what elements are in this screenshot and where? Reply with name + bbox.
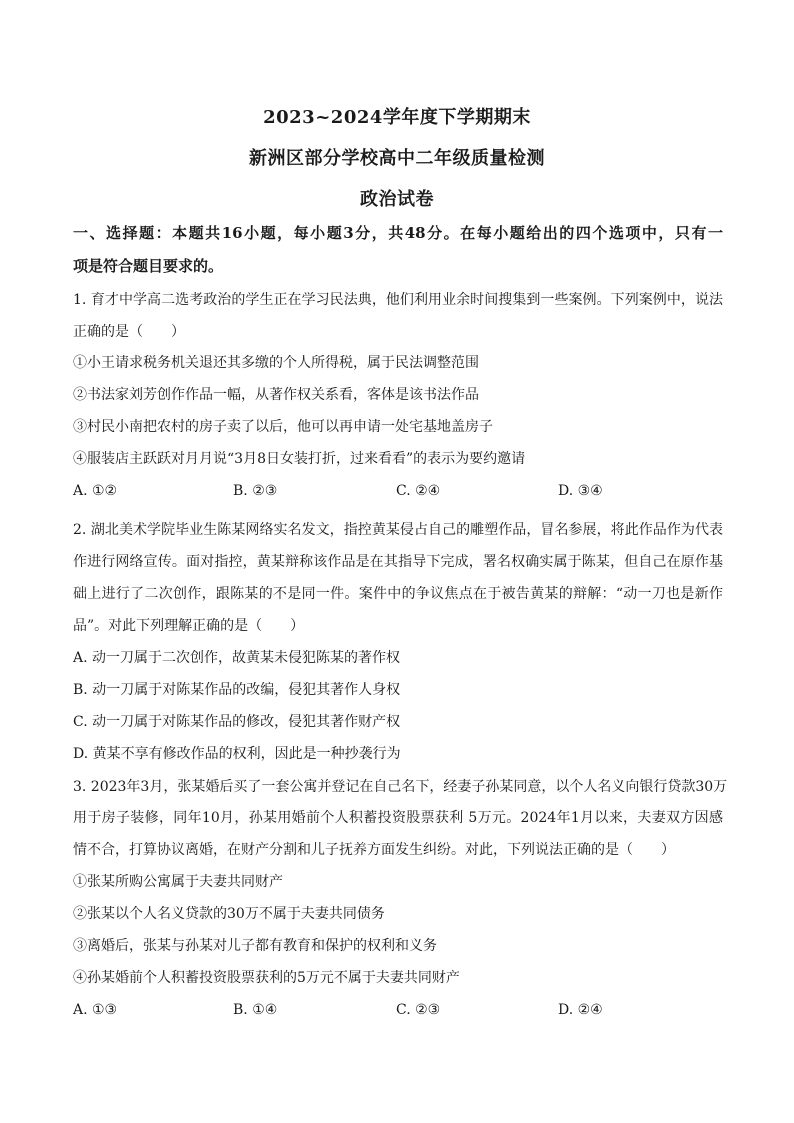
question-2-option-c: C. 动一刀属于对陈某作品的修改，侵犯其著作财产权 (73, 714, 401, 730)
question-2-option-d: D. 黄某不享有修改作品的权利，因此是一种抄袭行为 (73, 746, 401, 762)
exam-title-subject: 政治试卷 (360, 189, 434, 210)
question-3-statement-4: ④孙某婚前个人积蓄投资股票获利的5万元不属于夫妻共同财产 (73, 970, 460, 986)
question-1-option-b: B. ②③ (233, 483, 278, 499)
question-1-stem: 1. 育才中学高二选考政治的学生正在学习民法典，他们利用业余时间搜集到一些案例。下列案例中，说法 (73, 292, 723, 308)
question-3-statement-1: ①张某所购公寓属于夫妻共同财产 (73, 874, 283, 890)
question-2-option-b: B. 动一刀属于对陈某作品的改编，侵犯其著作人身权 (73, 682, 401, 698)
question-3-stem-cont-1: 用于房子装修，同年10月，孙某用婚前个人积蓄投资股票获利 5万元。2024年1月以来，夫妻双方因感 (73, 810, 723, 826)
exam-title-term: 2023~2024学年度下学期期末 (263, 107, 531, 128)
question-2-stem: 2. 湖北美术学院毕业生陈某网络实名发文，指控黄某侵占自己的雕塑作品，冒名参展，将此作品作为代表 (73, 522, 723, 538)
question-2-stem-cont-3: 品”。对此下列理解正确的是（ ） (73, 618, 305, 634)
question-3-option-a: A. ①③ (73, 1002, 118, 1018)
question-2-stem-cont-2: 础上进行了二次创作，跟陈某的不是同一件。案件中的争议焦点在于被告黄某的辩解：“动一刀也是新作 (73, 586, 723, 602)
question-1-option-a: A. ①② (73, 483, 118, 499)
section-heading-cont: 项是符合题目要求的。 (73, 257, 224, 275)
question-1-statement-1: ①小王请求税务机关退还其多缴的个人所得税，属于民法调整范围 (73, 355, 479, 371)
question-3-stem-cont-2: 情不合，打算协议离婚，在财产分割和儿子抚养方面发生纠纷。对此，下列说法正确的是（ ） (73, 842, 675, 858)
exam-title-school: 新洲区部分学校高中二年级质量检测 (249, 148, 545, 169)
question-3-statement-3: ③离婚后，张某与孙某对儿子都有教育和保护的权利和义务 (73, 938, 437, 954)
question-3-option-b: B. ①④ (233, 1002, 278, 1018)
question-1-statement-2: ②书法家刘芳创作作品一幅，从著作权关系看，客体是该书法作品 (73, 387, 479, 403)
question-1-statement-3: ③村民小南把农村的房子卖了以后，他可以再申请一处宅基地盖房子 (73, 419, 493, 435)
question-2-option-a: A. 动一刀属于二次创作，故黄某未侵犯陈某的著作权 (73, 650, 401, 666)
question-3-option-c: C. ②③ (396, 1002, 441, 1018)
question-3-stem: 3. 2023年3月，张某婚后买了一套公寓并登记在自己名下，经妻子孙某同意，以个人名义向银行贷款30万 (73, 779, 728, 795)
question-3-statement-2: ②张某以个人名义贷款的30万不属于夫妻共同债务 (73, 906, 385, 922)
question-3-option-d: D. ②④ (558, 1002, 603, 1018)
question-1-stem-cont: 正确的是（ ） (73, 324, 185, 340)
section-heading: 一、选择题：本题共16小题，每小题3分，共48分。在每小题给出的四个选项中，只有一 (73, 224, 723, 242)
question-1-option-c: C. ②④ (396, 483, 441, 499)
question-2-stem-cont-1: 作进行网络宣传。面对指控，黄某辩称该作品是在其指导下完成，署名权确实属于陈某，但自己在原作基 (73, 554, 723, 570)
question-1-option-d: D. ③④ (558, 483, 603, 499)
question-1-statement-4: ④服装店主跃跃对月月说“3月8日女装打折，过来看看”的表示为要约邀请 (73, 451, 526, 467)
